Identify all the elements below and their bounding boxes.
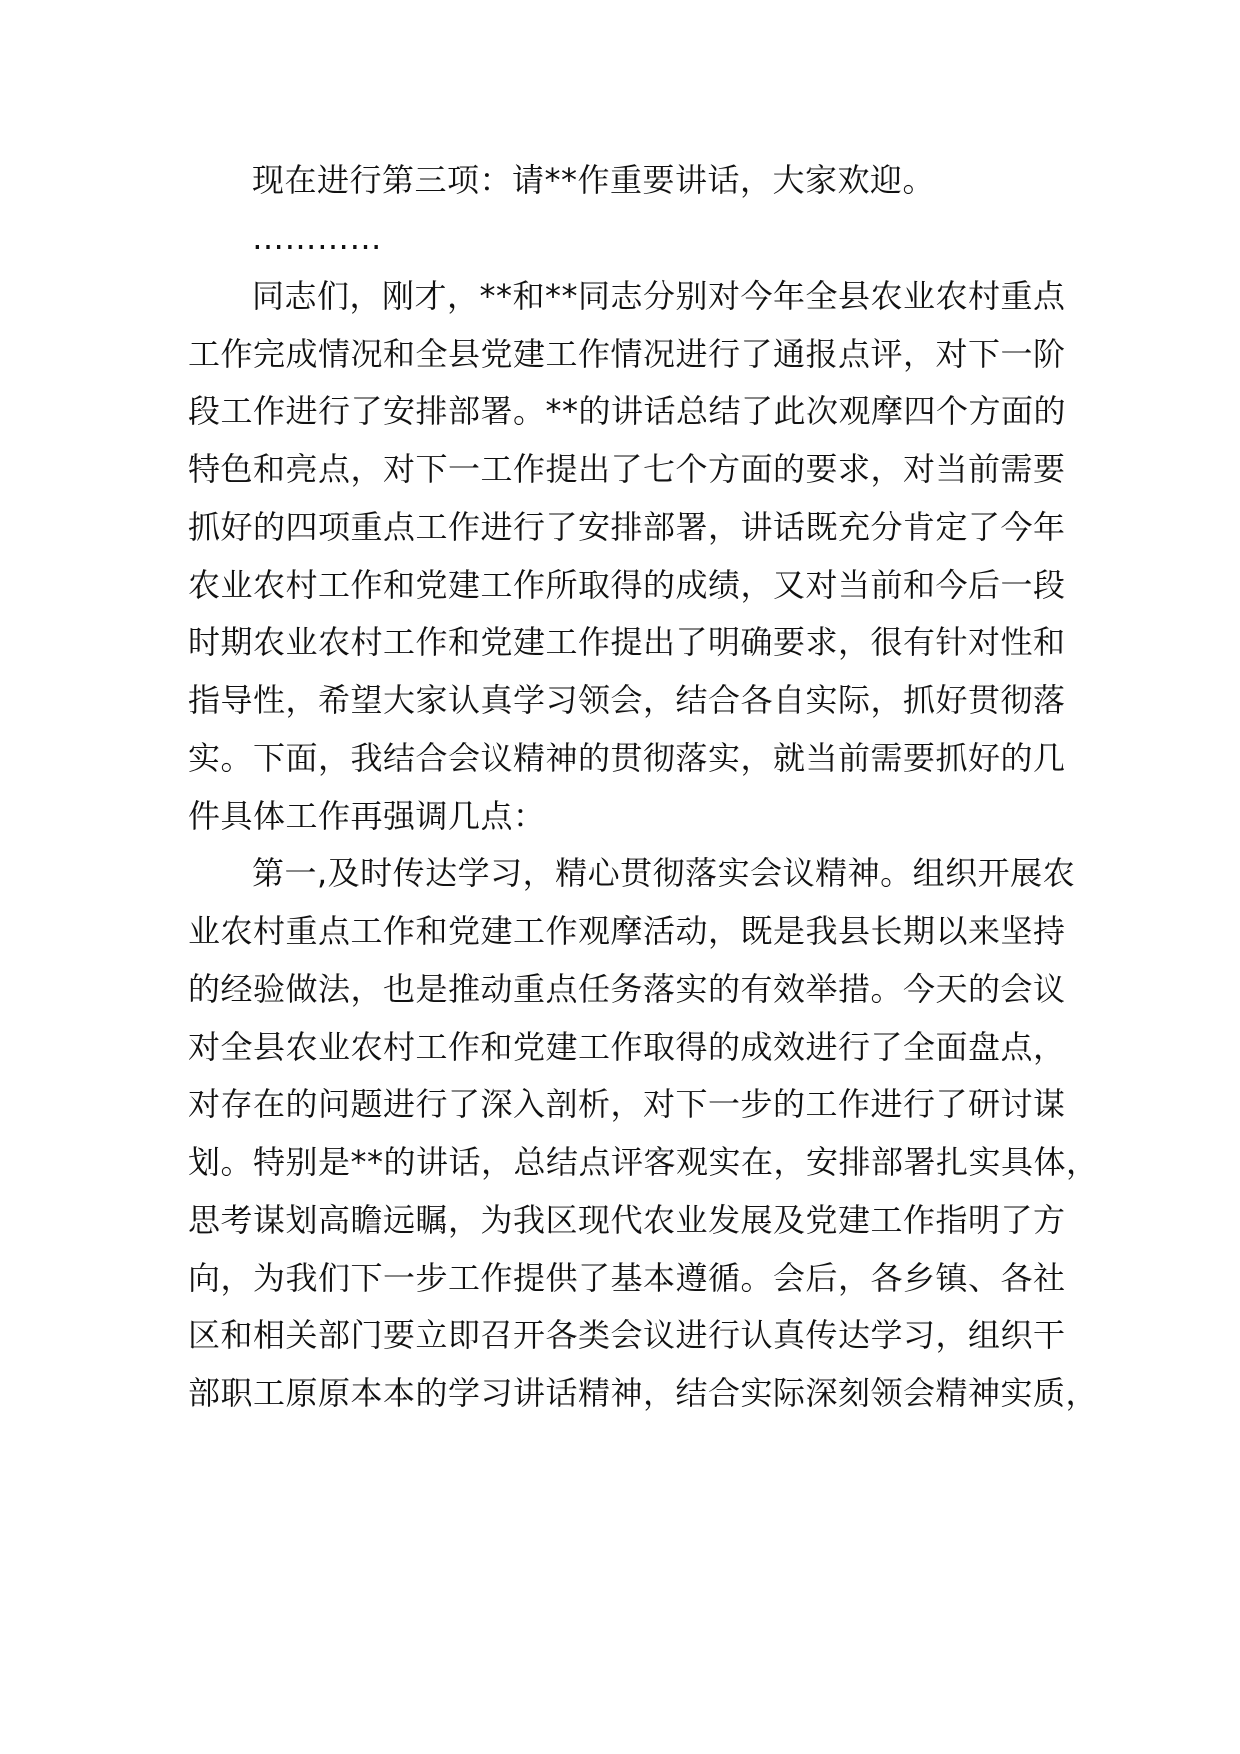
ellipsis-line: ………… bbox=[252, 219, 382, 257]
paragraph-1-line-7: 时期农业农村工作和党建工作提出了明确要求，很有针对性和 bbox=[188, 623, 1066, 661]
paragraph-2-line-2: 业农村重点工作和党建工作观摩活动，既是我县长期以来坚持 bbox=[188, 912, 1066, 950]
paragraph-1-line-9: 实。下面，我结合会议精神的贯彻落实，就当前需要抓好的几 bbox=[188, 739, 1066, 777]
paragraph-2-line-3: 的经验做法，也是推动重点任务落实的有效举措。今天的会议 bbox=[188, 970, 1066, 1008]
paragraph-1-line-2: 工作完成情况和全县党建工作情况进行了通报点评，对下一阶 bbox=[188, 335, 1066, 373]
paragraph-1-line-10: 件具体工作再强调几点： bbox=[188, 797, 546, 835]
paragraph-2-line-7: 思考谋划高瞻远瞩，为我区现代农业发展及党建工作指明了方 bbox=[188, 1201, 1066, 1239]
paragraph-2-line-6: 划。特别是**的讲话，总结点评客观实在，安排部署扎实具体， bbox=[188, 1143, 1099, 1181]
paragraph-2-line-9: 区和相关部门要立即召开各类会议进行认真传达学习，组织干 bbox=[188, 1316, 1066, 1354]
paragraph-1-line-1: 同志们，刚才，**和**同志分别对今年全县农业农村重点 bbox=[252, 277, 1066, 315]
paragraph-1-line-3: 段工作进行了安排部署。**的讲话总结了此次观摩四个方面的 bbox=[188, 392, 1067, 430]
paragraph-1-line-5: 抓好的四项重点工作进行了安排部署，讲话既充分肯定了今年 bbox=[188, 508, 1066, 546]
paragraph-1-line-4: 特色和亮点，对下一工作提出了七个方面的要求，对当前需要 bbox=[188, 450, 1066, 488]
paragraph-1-line-6: 农业农村工作和党建工作所取得的成绩，又对当前和今后一段 bbox=[188, 566, 1066, 604]
agenda-line: 现在进行第三项：请**作重要讲话，大家欢迎。 bbox=[252, 161, 936, 199]
paragraph-2-line-5: 对存在的问题进行了深入剖析，对下一步的工作进行了研讨谋 bbox=[188, 1085, 1066, 1123]
paragraph-2-line-4: 对全县农业农村工作和党建工作取得的成效进行了全面盘点， bbox=[188, 1028, 1066, 1066]
paragraph-2-line-8: 向，为我们下一步工作提供了基本遵循。会后，各乡镇、各社 bbox=[188, 1259, 1066, 1297]
paragraph-2-line-1: 第一,及时传达学习，精心贯彻落实会议精神。组织开展农 bbox=[252, 854, 1076, 892]
paragraph-1-line-8: 指导性，希望大家认真学习领会，结合各自实际，抓好贯彻落 bbox=[188, 681, 1066, 719]
paragraph-2-line-10: 部职工原原本本的学习讲话精神，结合实际深刻领会精神实质， bbox=[188, 1374, 1099, 1412]
